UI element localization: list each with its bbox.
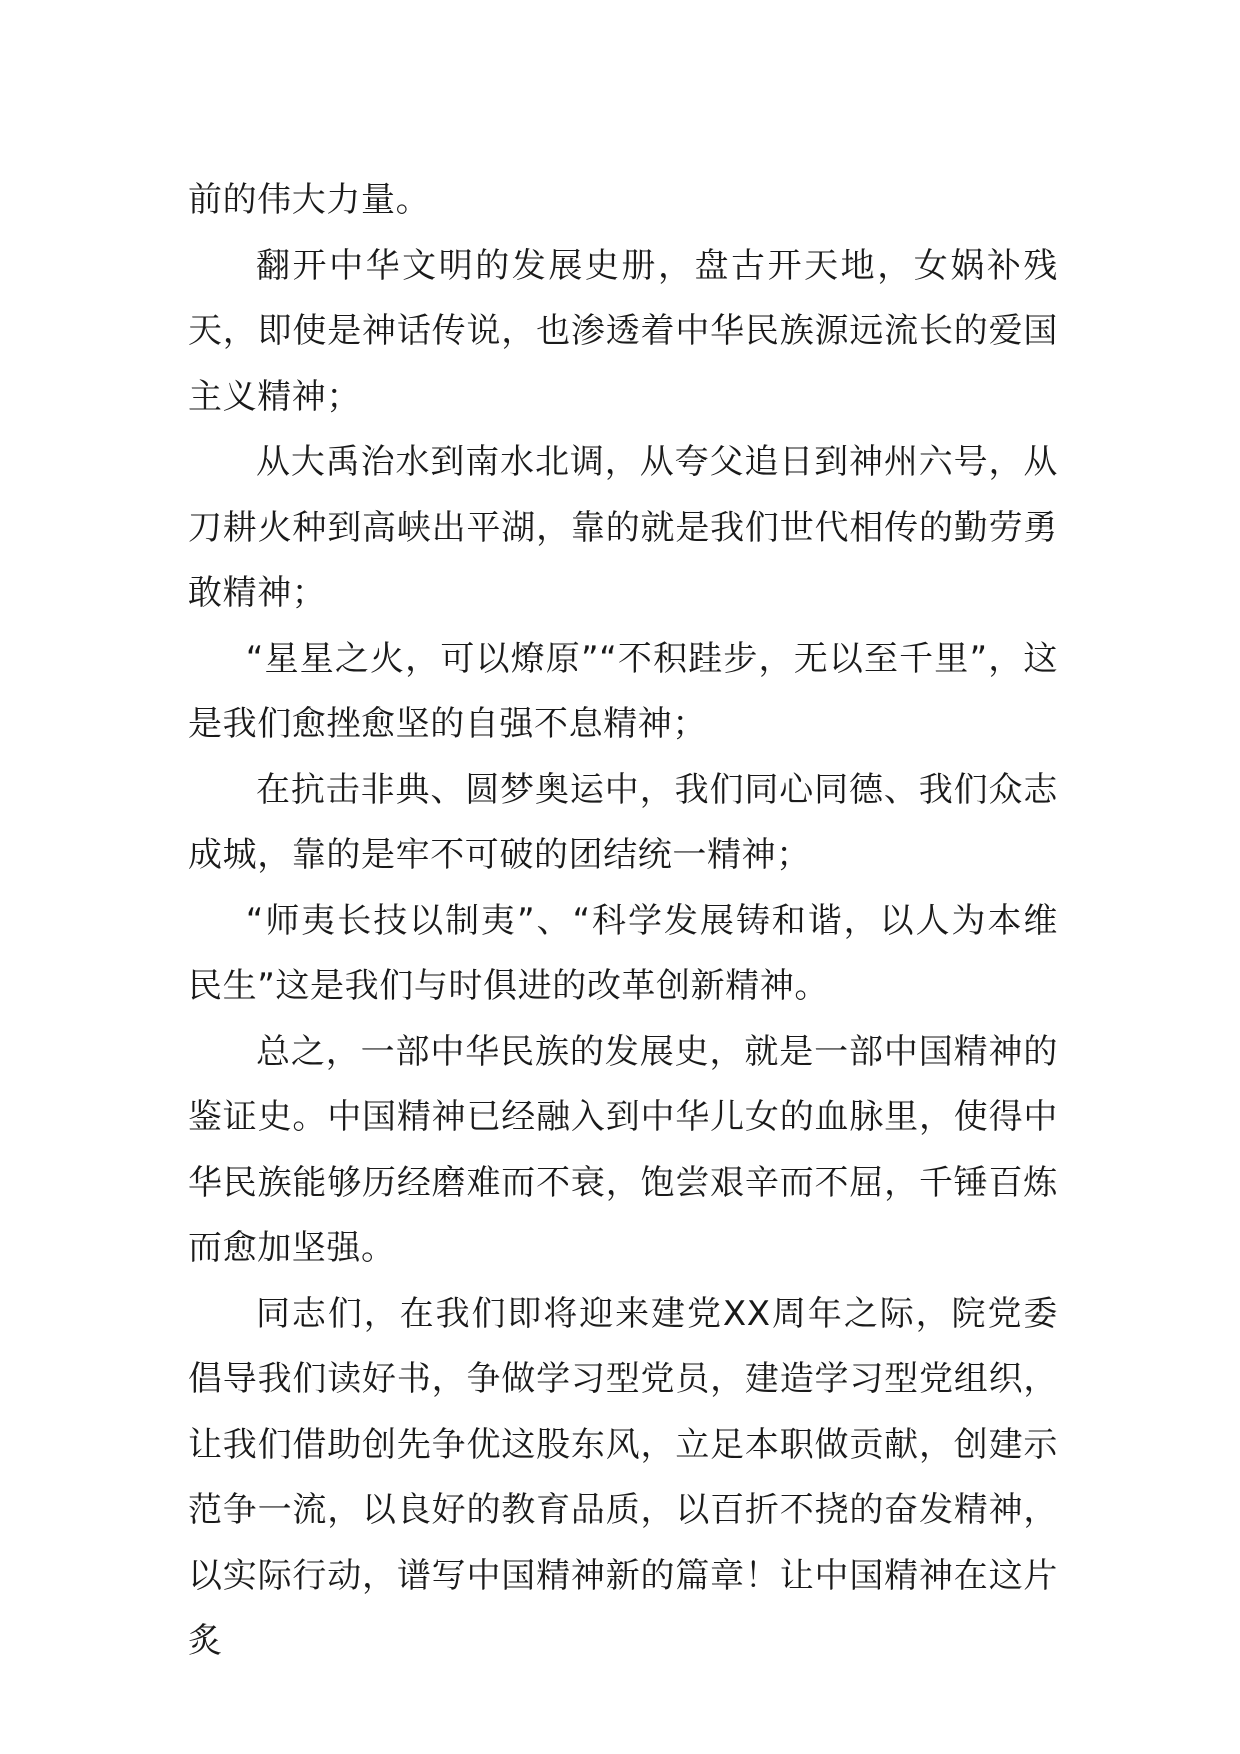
document-body — [188, 168, 1058, 1675]
paragraph-civilization-history: 翻开中华文明的发展史册，盘古开天地，女娲补残天，即使是神话传说，也渗透着中华民族源远流长的爱国主义精神； — [188, 245, 1058, 417]
paragraph-reform-innovation: “师夷长技以制夷”、“科学发展铸和谐，以人为本维民生”这是我们与时俱进的改革创新精神。 — [188, 900, 1058, 1006]
paragraph-summary: 总之，一部中华民族的发展史，就是一部中国精神的鉴证史。中国精神已经融入到中华儿女的血脉里，使得中华民族能够历经磨难而不衰，饱尝艰辛而不屈，千锤百炼而愈加坚强。 — [188, 1031, 1058, 1268]
paragraph-diligence-courage: 从大禹治水到南水北调，从夸父追日到神州六号，从刀耕火种到高峡出平湖，靠的就是我们世代相传的勤劳勇敢精神； — [188, 442, 1058, 613]
paragraph-call-to-action: 同志们，在我们即将迎来建党XX周年之际，院党委倡导我们读好书，争做学习型党员，建造学习型党组织，让我们借助创先争优这股东风，立足本职做贡献，创建示范争一流，以良好的教育品质，以百折不挠的奋发精神，以实际行动，谱写中国精神新的篇章！让中国精神在这片炙 — [188, 1293, 1058, 1661]
paragraph-self-improvement: “星星之火，可以燎原”“不积跬步，无以至千里”，这是我们愈挫愈坚的自强不息精神； — [188, 638, 1058, 744]
paragraph-continuation: 前的伟大力量。 — [188, 180, 431, 220]
paragraph-unity: 在抗击非典、圆梦奥运中，我们同心同德、我们众志成城，靠的是牢不可破的团结统一精神； — [188, 769, 1058, 875]
